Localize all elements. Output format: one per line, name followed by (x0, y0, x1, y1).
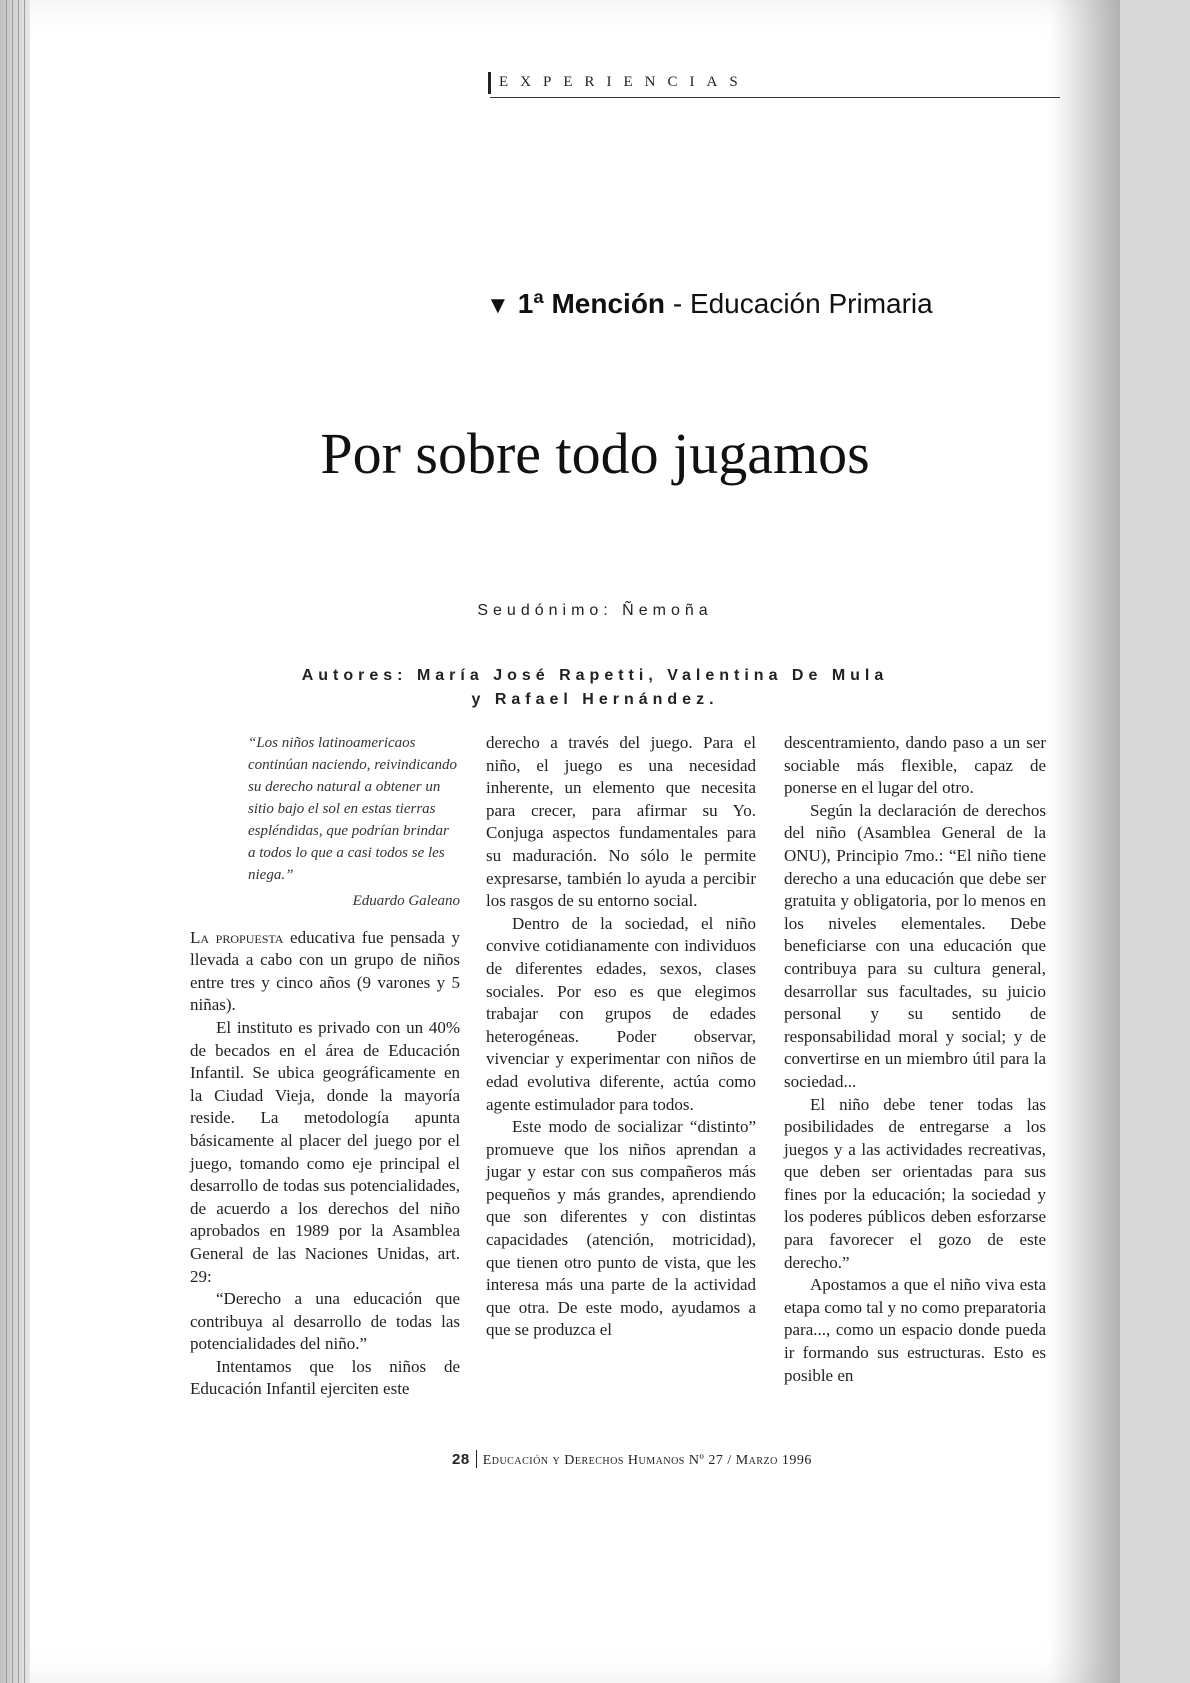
paragraph: Intentamos que los niños de Educación Infantil ejerciten este (190, 1356, 460, 1399)
paragraph: descentramiento, dando paso a un ser sociable más flexible, capaz de ponerse en el lugar del otro. (784, 733, 1046, 798)
paragraph: Dentro de la sociedad, el niño convive cotidianamente con individuos de diferentes edades, sexos, clases sociales. Por eso es que elegimos trabajar con grupos de edades heterogéneas. Poder observar, vivenciar y experimentar con niños de edad evolutiva diferente, actúa como agente estimulador para todos. (486, 913, 756, 1114)
paragraph-text: educativa fue pensada y llevada a cabo con un grupo de niños entre tres y cinco años (9 varones y 5 niñas). (190, 927, 460, 1015)
text-column-2 (486, 732, 756, 1342)
section-header: EXPERIENCIAS (488, 72, 1071, 94)
authors-line-2: y Rafael Hernández. (471, 691, 719, 708)
paragraph: El instituto es privado con un 40% de becados en el área de Educación Infantil. Se ubica geográficamente en la Ciudad Vieja, donde la mayoría reside. La metodología apunta básicamente al placer del juego por el juego, tomando como eje principal el desarrollo de todas sus potencialidades, de acuerdo a los derechos del niño aprobados en 1989 por la Asamblea General de las Naciones Unidas, art. 29: (190, 1017, 460, 1286)
page-stack-edge (0, 0, 30, 1683)
page-number: 28 (452, 1451, 470, 1468)
paragraph: “Derecho a una educación que contribuya al desarrollo de todas las potencialidades del niño.” (190, 1289, 460, 1354)
text-column-1 (190, 732, 460, 1401)
footer-divider (476, 1450, 477, 1468)
mention-category: Educación Primaria (689, 288, 933, 319)
paragraph: Según la declaración de derechos del niño (Asamblea General de la ONU), Principio 7mo.: “El niño tiene derecho a una educación que debe ser gratuita y obligatoria, por lo menos en los niveles elementales. Debe beneficiarse con una educación que contribuya para su cultura general, desarrollar sus facultades, su juicio personal y su sentido de responsabilidad moral y social; y de convertirse en un miembro útil para la sociedad... (784, 800, 1046, 1091)
mention-award: 1ª Mención (517, 288, 666, 319)
triangle-down-icon: ▼ (486, 292, 510, 319)
epigraph-author: Eduardo Galeano (352, 893, 460, 909)
mention-heading (486, 288, 933, 320)
lead-in: La propuesta (190, 927, 284, 947)
paragraph: derecho a través del juego. Para el niño, el juego es una necesidad inherente, un elemento que necesita para crecer, para afirmar su Yo. Conjuga aspectos fundamentales para su maduración. No sólo le permite expresarse, también lo ayuda a percibir los rasgos de su entorno social. (486, 733, 756, 911)
page-fold-shadow (1050, 0, 1120, 1683)
epigraph-quote: “Los niños latinoamericaos continúan naciendo, reivindicando su derecho natural a obtener un sitio bajo el sol en estas tierras espléndidas, que podrían brindar a todos lo que a casi todos se les niega.” (248, 735, 457, 883)
section-header-rule (490, 97, 1060, 98)
authors-line-1: Autores: María José Rapetti, Valentina De Mula (301, 667, 889, 684)
paragraph: Apostamos a que el niño viva esta etapa como tal y no como preparatoria para..., como un espacio donde pueda ir formando sus estructuras. Esto es posible en (784, 1275, 1046, 1385)
issue-info: Nº 27 / Marzo 1996 (688, 1453, 812, 1468)
article-title: Por sobre todo jugamos (320, 421, 870, 486)
paragraph: El niño debe tener todas las posibilidades de entregarse a los juegos y a las actividades recreativas, que deben ser orientadas para sus fines por la educación; la sociedad y los poderes públicos deben esforzarse para favorecer el gozo de este derecho.” (784, 1094, 1046, 1272)
mention-separator: - (672, 288, 683, 319)
paragraph: Este modo de socializar “distinto” promueve que los niños aprendan a jugar y estar con sus compañeros más pequeños y más grandes, aprendiendo que son diferentes y con distintas capacidades (atención, motricidad), que tienen otro punto de vista, que les interesa más una parte de la actividad que otra. De este modo, ayudamos a que se produzca el (486, 1117, 756, 1340)
publication-name: Educación y Derechos Humanos (482, 1453, 685, 1468)
article-authors (0, 664, 1190, 712)
text-column-3 (784, 732, 1046, 1387)
page-footer (452, 1450, 812, 1469)
paragraph (190, 927, 460, 1017)
article-pseudonym: Seudónimo: Ñemoña (477, 602, 713, 619)
